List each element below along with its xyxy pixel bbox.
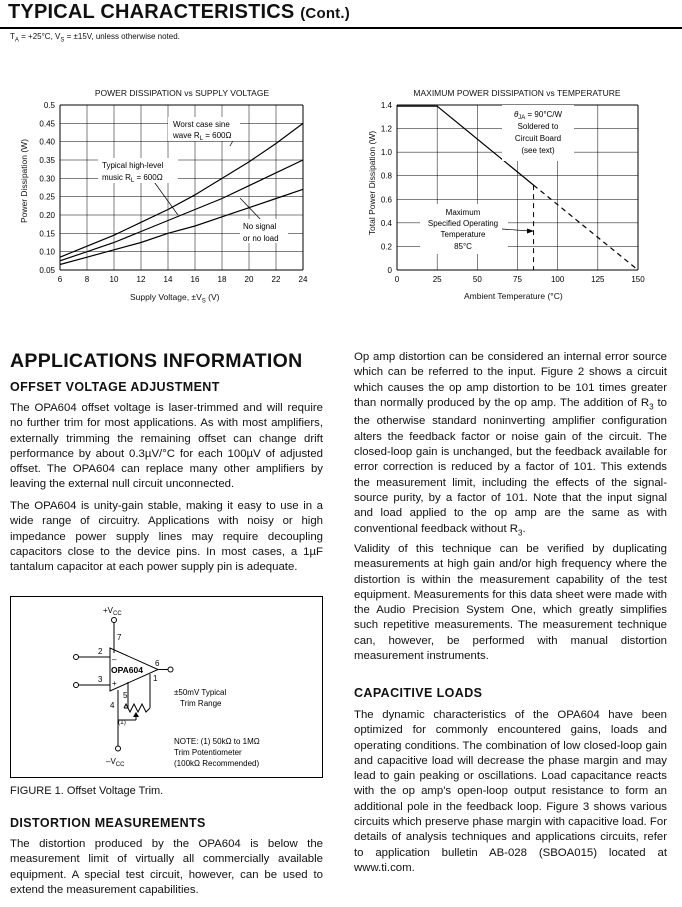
pin1-label: 1 xyxy=(153,674,158,683)
chart2-ylabel: Total Power Dissipation (W) xyxy=(367,130,377,236)
x-tick-label: 16 xyxy=(190,275,200,284)
chart2-ann-theta-l1: $\theta_{JA} = 90^\circ C/W$ xyxy=(513,110,563,121)
trim-range-l2: Trim Range xyxy=(180,699,222,708)
x-tick-label: 50 xyxy=(472,275,482,284)
x-tick-label: 12 xyxy=(136,275,146,284)
plus-label: + xyxy=(112,679,117,688)
x-tick-label: 22 xyxy=(271,275,281,284)
chart2-ann-theta-l2: Soldered to xyxy=(517,122,559,131)
x-tick-label: 14 xyxy=(163,275,173,284)
y-tick-label: 1.4 xyxy=(380,101,392,110)
y-tick-label: 0.10 xyxy=(39,247,55,257)
chart1-ann-typ-l1: Typical high-level xyxy=(102,161,164,170)
x-tick-label: 75 xyxy=(513,275,522,284)
series-line-1 xyxy=(534,185,638,270)
offset-paragraph-1: The OPA604 offset voltage is laser-trimmed and will require no further trim for most applications. As with most amplifiers, externally trimming the remaining offset can change drift performance by about 0.3µV/°C for each 100µV of adjusted offset. The OPA604 can replace many other amplifiers by leaving the external null circuit unconnected. xyxy=(10,402,323,491)
y-tick-label: 0.45 xyxy=(39,119,55,129)
chart2-xlabel: Ambient Temperature (°C) xyxy=(464,291,563,301)
x-tick-label: 25 xyxy=(432,275,442,284)
y-tick-label: 0.30 xyxy=(39,174,55,184)
chart2-ann-theta-l4: (see text) xyxy=(521,146,555,155)
chart1-ann-nosig-l2: or no load xyxy=(243,234,279,243)
chart1-ann-nosig-l1: No signal xyxy=(243,222,277,231)
applications-title: APPLICATIONS INFORMATION xyxy=(10,350,303,372)
x-tick-label: 125 xyxy=(591,275,605,284)
distortion-paragraph-2: Op amp distortion can be considered an internal error source which can be referred to the input. Figure 2 shows a circuit which causes the op amp distortion to be 101 times greater than normally produced by the op amp. The addition of $R_3$ to the otherwise standard noninverting amplifier configuration alters the feedback factor or noise gain of the circuit. The closed-loop gain is unchanged, but the feedback available for error correction is reduced by a factor of 101. This extends the measurement limit, including the effects of the signal-source purity, by a factor of 101. Note that the input signal and load applied to the op amp are the same as with conventional feedback without $R_3$. xyxy=(354,351,667,537)
x-tick-label: 18 xyxy=(217,275,227,284)
pin6-label: 6 xyxy=(155,659,160,668)
minus-label: – xyxy=(112,655,117,664)
y-tick-label: 0.6 xyxy=(380,195,392,205)
chart1-title: POWER DISSIPATION vs SUPPLY VOLTAGE xyxy=(94,88,270,98)
y-tick-label: 0.4 xyxy=(380,218,392,228)
input-noninv-terminal xyxy=(74,683,79,688)
x-tick-label: 6 xyxy=(57,275,63,284)
chart1-xlabel: Supply Voltage, $\pm V_S$ (V) xyxy=(130,292,220,305)
y-tick-label: 1.2 xyxy=(380,124,392,134)
input-inv-terminal xyxy=(74,655,79,660)
chart2-leader-arrow xyxy=(527,229,534,234)
chart2-ann-max-l2: Specified Operating xyxy=(427,219,499,228)
vcc-pos-label: $+V_{CC}$ xyxy=(103,606,122,617)
chart2-title: MAXIMUM POWER DISSIPATION vs TEMPERATURE xyxy=(413,88,621,98)
y-tick-label: 0.40 xyxy=(39,137,55,147)
note-l3: (100kΩ Recommended) xyxy=(174,759,260,768)
y-tick-label: 1.0 xyxy=(380,148,392,158)
opamp-label: OPA604 xyxy=(111,665,143,675)
distortion-title: DISTORTION MEASUREMENTS xyxy=(10,816,206,830)
capacitive-loads-paragraph: The dynamic characteristics of the OPA604 have been optimized for commonly encountered gains, loads and operating conditions. The combination of low closed-loop gain and capacitive load will decrease the phase margin and may lead to gain peaking or oscillations. Load capacitance reacts with the op amp's open-loop output resistance to form an additional pole in the feedback loop. Figure 3 shows various circuits which preserve phase margin with capacitive load. For details of analysis techniques and applications circuits, refer to application bulletin AB-028 (SBOA015) located at www.ti.com. xyxy=(354,709,667,874)
distortion-paragraph-1: The distortion produced by the OPA604 is below the measurement limit of virtually all commercially available equipment. A special test circuit, however, can be used to extend the measurement capabilities. xyxy=(10,838,323,896)
y-tick-label: 0 xyxy=(387,266,392,275)
y-tick-label: 0.15 xyxy=(39,229,55,239)
chart2-ann-max-l1: Maximum xyxy=(445,208,481,217)
y-tick-label: 0.35 xyxy=(39,156,55,165)
x-tick-label: 100 xyxy=(550,275,565,284)
x-tick-label: 20 xyxy=(244,275,254,284)
x-tick-label: 10 xyxy=(109,275,119,284)
pot-label: (1) xyxy=(118,719,126,726)
pin2-label: 2 xyxy=(98,647,103,656)
vcc-neg-terminal xyxy=(116,746,121,751)
y-tick-label: 0.2 xyxy=(380,242,392,252)
x-tick-label: 150 xyxy=(631,275,645,284)
chart2-ann-max-l4: 85°C xyxy=(454,242,472,251)
x-tick-label: 0 xyxy=(394,275,400,284)
pin4-label: 4 xyxy=(110,701,115,710)
y-tick-label: 0.20 xyxy=(39,211,55,220)
pin3-label: 3 xyxy=(98,675,103,684)
note-l2: Trim Potentiometer xyxy=(174,748,242,757)
vcc-neg-label: $-V_{CC}$ xyxy=(106,757,125,768)
pin7-label: 7 xyxy=(117,633,122,642)
x-tick-label: 8 xyxy=(84,275,90,284)
figure1-caption: FIGURE 1. Offset Voltage Trim. xyxy=(10,785,164,797)
trim-range-l1: ±50mV Typical xyxy=(174,688,227,697)
output-terminal xyxy=(168,667,173,672)
note-l1: NOTE: (1) 50kΩ to 1MΩ xyxy=(174,737,260,746)
chart1-svg xyxy=(0,95,330,310)
chart2-ann-max-l3: Temperature xyxy=(440,230,486,239)
distortion-paragraph-3: Validity of this technique can be verified by duplicating measurements at high gain and/or high frequency where the distortion is within the measurement capability of the test equipment. Measurements for this data sheet were made with the Audio Precision System One, which greatly simplifies such repetitive measurements. The measurement technique can, however, be performed with manual distortion measurement instruments. xyxy=(354,543,667,663)
page-title: TYPICAL CHARACTERISTICS (Cont.) xyxy=(8,1,350,23)
y-tick-label: 0.05 xyxy=(39,266,55,275)
chart1-ann-typ-l2: music $R_L = 600\Omega$ xyxy=(102,173,163,184)
y-tick-label: 0.25 xyxy=(39,192,55,202)
header-rule xyxy=(0,27,682,29)
capacitive-loads-title: CAPACITIVE LOADS xyxy=(354,686,483,700)
chart1-ylabel: Power Dissipation (W) xyxy=(19,138,29,224)
chart1-lines xyxy=(60,123,303,264)
vcc-pos-terminal xyxy=(112,618,117,623)
chart2-svg xyxy=(340,95,682,310)
chart1-leader-typ xyxy=(152,179,178,215)
y-tick-label: 0.8 xyxy=(380,171,392,181)
y-tick-label: 0.5 xyxy=(43,101,55,110)
series-line-1 xyxy=(60,160,303,261)
figure1-schematic xyxy=(10,596,323,778)
pin5-label: 5 xyxy=(123,691,128,700)
x-tick-label: 24 xyxy=(298,275,308,284)
test-conditions: $T_A = +25^\circ C$, $V_S = \pm 15V$, unless otherwise noted. xyxy=(10,32,180,44)
chart1-ann-worst-l2: wave $R_L = 600\Omega$ xyxy=(173,131,232,142)
offset-title: OFFSET VOLTAGE ADJUSTMENT xyxy=(10,380,220,394)
offset-paragraph-2: The OPA604 is unity-gain stable, making it easy to use in a wide range of circuitry. Applications with noisy or high impedance power supply lines may require decoupling capacitors close to the device pins. In most cases, a 1µF tantalum capacitor at each power supply pin is adequate. xyxy=(10,500,323,574)
chart1-ann-worst-l1: Worst case sine xyxy=(173,120,230,129)
chart2-ann-theta-l3: Circuit Board xyxy=(514,134,562,143)
